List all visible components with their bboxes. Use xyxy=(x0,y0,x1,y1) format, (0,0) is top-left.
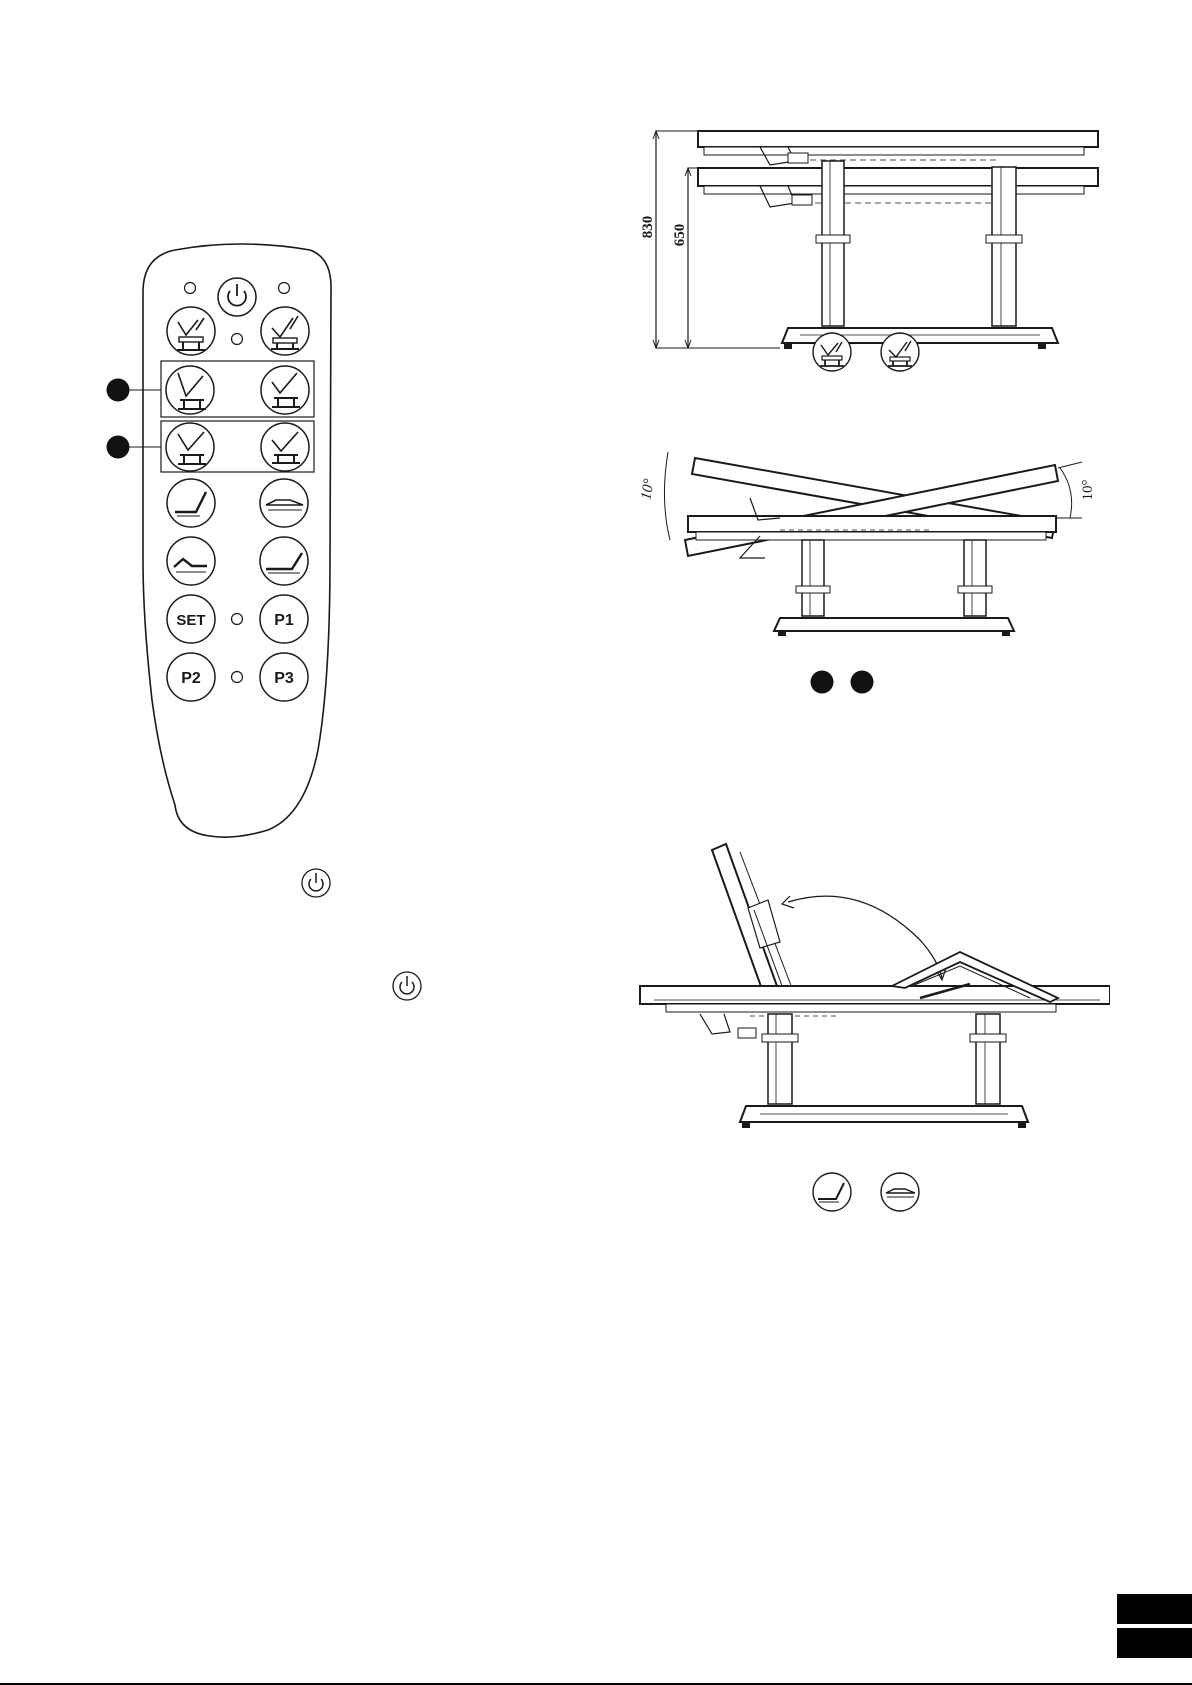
height-down-button[interactable] xyxy=(167,307,215,355)
remote-power-button[interactable] xyxy=(218,278,256,316)
left-tilt-angle-label: 10° xyxy=(638,477,658,502)
power-icon xyxy=(393,972,421,1000)
legrest-up-button[interactable] xyxy=(260,537,308,585)
svg-text:P2: P2 xyxy=(181,670,201,687)
callout-marker-2 xyxy=(107,436,130,459)
power-icon xyxy=(302,869,330,897)
callout-marker-1 xyxy=(107,379,130,402)
svg-text:P1: P1 xyxy=(274,612,294,629)
min-height-label: 650 xyxy=(672,223,688,247)
tilt-range-diagram xyxy=(630,440,1110,650)
p1-button[interactable] xyxy=(260,595,308,643)
tilt-head-down-button[interactable] xyxy=(166,366,214,414)
callout-marker-2 xyxy=(851,671,874,694)
height-up-icon xyxy=(881,333,919,371)
page-tab-lower xyxy=(1117,1628,1192,1658)
backrest-up-icon xyxy=(813,1173,851,1211)
height-icons xyxy=(810,330,930,374)
p2-button[interactable] xyxy=(167,653,215,701)
tilt-callout-markers xyxy=(805,668,885,698)
backrest-down-button[interactable] xyxy=(260,479,308,527)
max-height-label: 830 xyxy=(640,215,656,239)
right-tilt-angle-label: 10° xyxy=(1080,479,1096,501)
backrest-icons xyxy=(810,1170,930,1214)
legrest-down-button[interactable] xyxy=(167,537,215,585)
height-down-icon xyxy=(813,333,851,371)
set-button[interactable] xyxy=(167,595,215,643)
backrest-down-icon xyxy=(881,1173,919,1211)
svg-text:SET: SET xyxy=(176,612,206,629)
tilt-foot-down-button[interactable] xyxy=(166,423,214,471)
backrest-angle-diagram xyxy=(630,830,1110,1140)
callout-marker-1 xyxy=(811,671,834,694)
height-up-button[interactable] xyxy=(261,307,309,355)
tilt-head-up-button[interactable] xyxy=(261,366,309,414)
page-tab-upper xyxy=(1117,1594,1192,1624)
p3-button[interactable] xyxy=(260,653,308,701)
tilt-foot-up-button[interactable] xyxy=(261,423,309,471)
svg-text:P3: P3 xyxy=(274,670,294,687)
backrest-up-button[interactable] xyxy=(167,479,215,527)
